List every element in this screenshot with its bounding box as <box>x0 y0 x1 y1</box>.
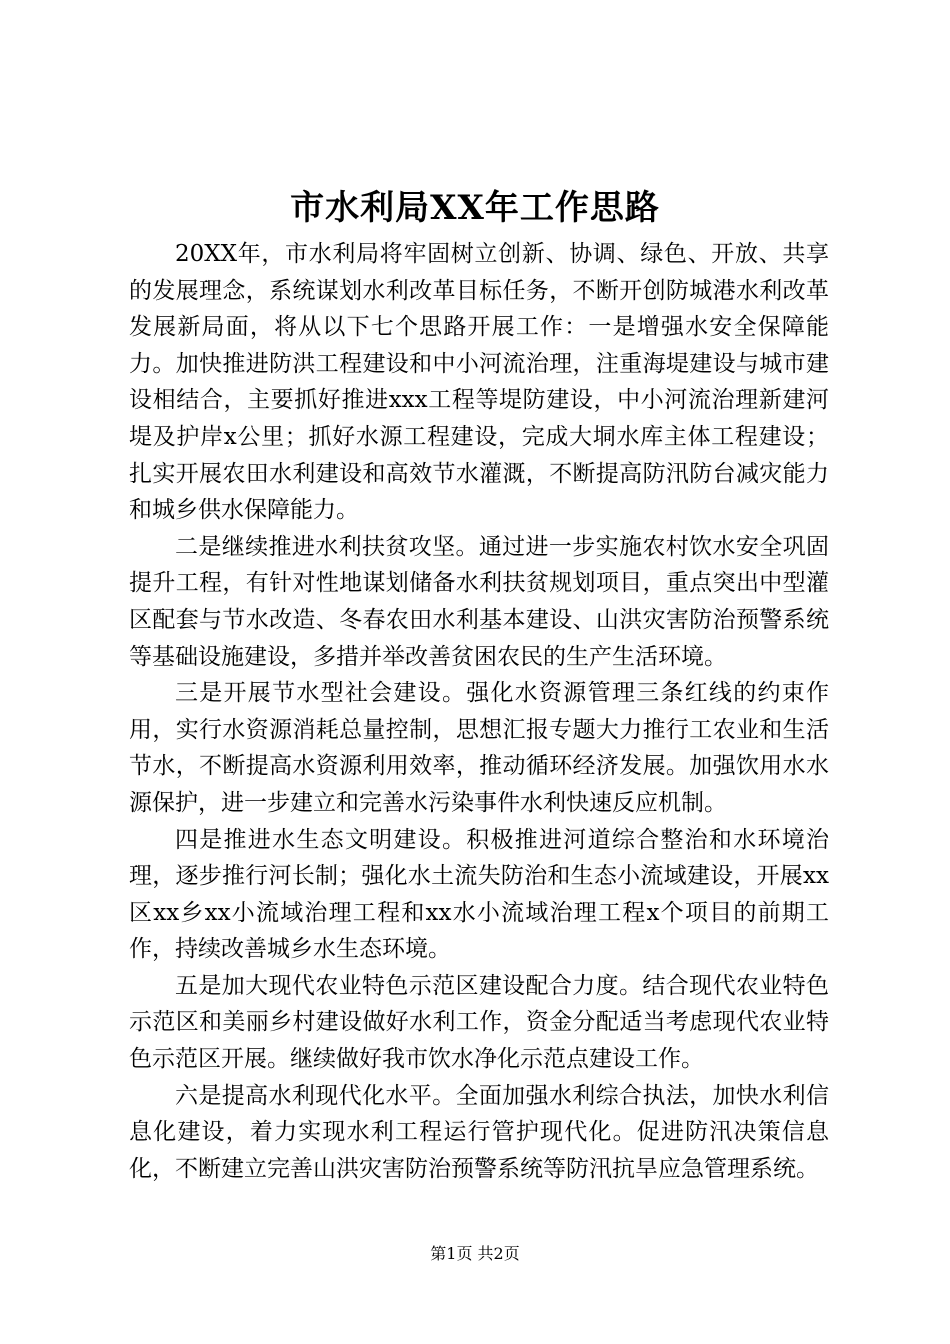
paragraph-1: 20XX年，市水利局将牢固树立创新、协调、绿色、开放、共享的发展理念，系统谋划水利改革目标任务，不断开创防城港水利改革发展新局面，将从以下七个思路开展工作：一是增强水安全保障能力。加快推进防洪工程建设和中小河流治理，注重海堤建设与城市建设相结合，主要抓好推进xxx工程等堤防建设，中小河流治理新建河堤及护岸x公里；抓好水源工程建设，完成大垌水库主体工程建设；扎实开展农田水利建设和高效节水灌溉，不断提高防汛防台减灾能力和城乡供水保障能力。 <box>129 241 829 524</box>
document-title: 市水利局XX年工作思路 <box>290 188 660 228</box>
paragraph-2: 二是继续推进水利扶贫攻坚。通过进一步实施农村饮水安全巩固提升工程，有针对性地谋划储备水利扶贫规划项目，重点突出中型灌区配套与节水改造、冬春农田水利基本建设、山洪灾害防治预警系统等基础设施建设，多措并举改善贫困农民的生产生活环境。 <box>129 533 829 670</box>
paragraph-4: 四是推进水生态文明建设。积极推进河道综合整治和水环境治理，逐步推行河长制；强化水土流失防治和生态小流域建设，开展xx区xx乡xx小流域治理工程和xx水小流域治理工程x个项目的前期工作，持续改善城乡水生态环境。 <box>129 826 829 963</box>
paragraph-6: 六是提高水利现代化水平。全面加强水利综合执法，加快水利信息化建设，着力实现水利工程运行管护现代化。促进防汛决策信息化，不断建立完善山洪灾害防治预警系统等防汛抗旱应急管理系统。 <box>129 1082 829 1182</box>
document-body <box>129 236 829 1187</box>
paragraph-3: 三是开展节水型社会建设。强化水资源管理三条红线的约束作用，实行水资源消耗总量控制，思想汇报专题大力推行工农业和生活节水，不断提高水资源利用效率，推动循环经济发展。加强饮用水水源保护，进一步建立和完善水污染事件水利快速反应机制。 <box>129 680 829 816</box>
page-number-footer: 第1页 共2页 <box>430 1244 520 1263</box>
paragraph-5: 五是加大现代农业特色示范区建设配合力度。结合现代农业特色示范区和美丽乡村建设做好水利工作，资金分配适当考虑现代农业特色示范区开展。继续做好我市饮水净化示范点建设工作。 <box>129 972 829 1073</box>
